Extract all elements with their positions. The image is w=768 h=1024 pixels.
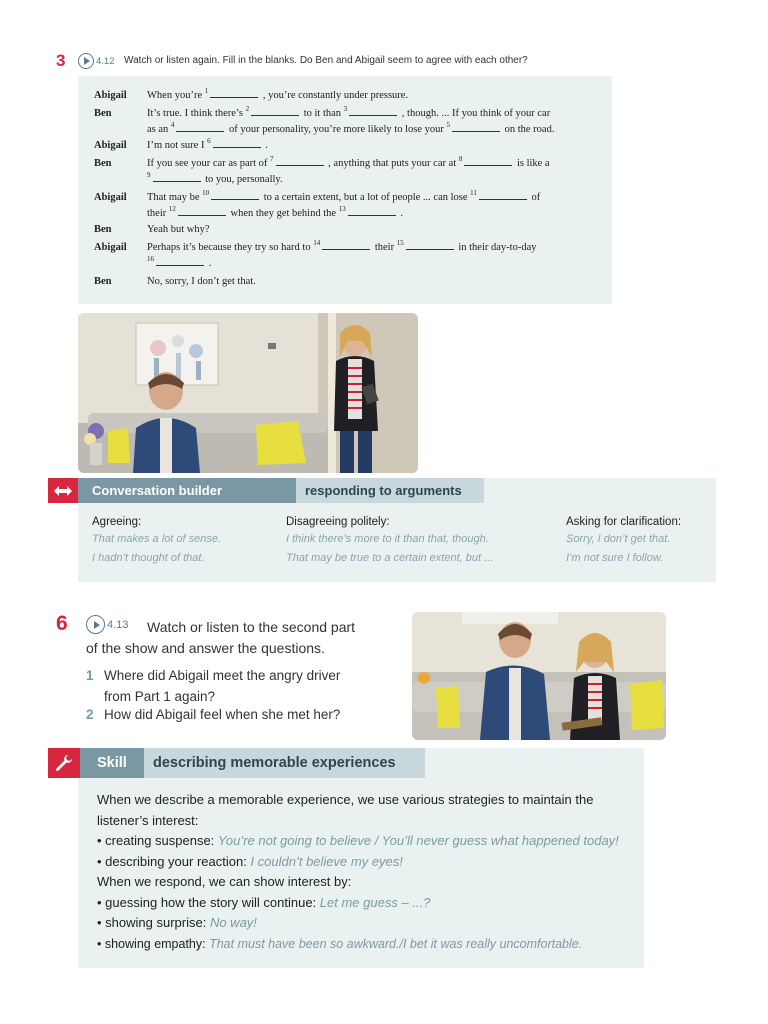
bullet-item: • creating suspense: You’re not going to believe / You’ll never guess what happened today! (97, 833, 619, 848)
dialogue-text (147, 206, 607, 222)
exercise-number: 6 (56, 612, 68, 635)
skill-intro: listener’s interest: (97, 812, 199, 828)
blank-number: 3 (343, 105, 348, 113)
blank-number: 7 (270, 155, 274, 163)
dialogue-text-segment: I’m not sure I (147, 140, 208, 151)
blank-number: 16 (147, 255, 154, 263)
dialogue-text-segment: . (206, 258, 212, 269)
skill-topic-text: describing memorable experiences (153, 755, 396, 771)
dialogue-text (147, 156, 607, 172)
example-phrase: That may be true to a certain extent, but ... (286, 552, 494, 564)
bullet-example: That must have been so awkward./I bet it was really uncomfortable. (209, 936, 583, 951)
conversation-builder-label-text: Conversation builder (92, 483, 223, 498)
column-title: Asking for clarification: (566, 516, 682, 528)
dialogue-text-segment: , anything that puts your car at (325, 158, 459, 169)
question-number: 2 (86, 707, 94, 722)
exercise-6 (56, 612, 406, 732)
dialogue-text (147, 240, 607, 256)
fill-in-blank[interactable] (178, 206, 226, 216)
dialogue-text (147, 172, 607, 188)
blank-number: 9 (147, 171, 151, 179)
dialogue-text-segment: , you’re constantly under pressure. (260, 90, 409, 101)
skill-label-text: Skill (97, 755, 127, 771)
bullet-item: • guessing how the story will continue: Let me guess – ...? (97, 894, 431, 910)
bullet-example: I couldn’t believe my eyes! (250, 853, 403, 869)
speaker-name: Abigail (94, 90, 127, 101)
bullet-example: You’re not going to believe / You’ll never guess what happened today! (217, 833, 619, 848)
blank-number: 1 (204, 87, 209, 95)
instruction-line: of the show and answer the questions. (86, 640, 325, 656)
exercise-number: 3 (56, 51, 66, 70)
fill-in-blank[interactable] (251, 106, 299, 116)
blank-number: 12 (168, 205, 176, 213)
dialogue-text (147, 88, 607, 104)
conversation-builder-panel (48, 478, 716, 582)
dialogue-text-segment: When you’re (147, 90, 205, 101)
exercise-instruction (147, 619, 355, 635)
fill-in-blank[interactable] (406, 240, 454, 250)
dialogue-text (147, 190, 607, 206)
conversation-builder-label (78, 478, 296, 503)
bullet-text: describing your reaction: (105, 853, 251, 869)
bullet-example: No way! (209, 915, 257, 930)
bullet-text: showing surprise: (105, 915, 210, 930)
dialogue-text-segment: . (397, 208, 403, 219)
column-agreeing (92, 516, 282, 568)
skill-body (97, 790, 637, 954)
dialogue-text-segment: to it than (301, 108, 344, 119)
bullet-example: Let me guess – ...? (319, 894, 431, 910)
dialogue-panel (78, 76, 612, 304)
dialogue-text (147, 122, 607, 138)
bullet-text: creating suspense: (105, 833, 218, 848)
example-phrase: I hadn’t thought of that. (92, 552, 205, 564)
example-phrase: I think there’s more to it than that, though. (286, 533, 489, 545)
dialogue-text (147, 222, 607, 238)
video-still-ben-abigail-livingroom (78, 313, 418, 473)
bullet-item: • showing empathy: That must have been so awkward./I bet it was really uncomfortable. (97, 936, 583, 951)
respond-heading: When we respond, we can show interest by: (97, 874, 352, 889)
dialogue-text-segment: of (528, 192, 541, 203)
blank-number: 14 (313, 239, 321, 247)
speaker-name: Abigail (94, 242, 127, 253)
fill-in-blank[interactable] (452, 122, 500, 132)
video-still-ben-abigail-sofa (412, 612, 666, 740)
example-phrase: I’m not sure I follow. (566, 552, 664, 564)
fill-in-blank[interactable] (322, 240, 370, 250)
instruction-line: Watch or listen to the second part (147, 619, 356, 635)
dialogue-text-segment: to you, personally. (202, 174, 283, 185)
speaker-name: Abigail (94, 140, 127, 151)
fill-in-blank[interactable] (276, 156, 324, 166)
fill-in-blank[interactable] (153, 172, 201, 182)
speaker-name: Ben (94, 108, 112, 119)
conversation-builder-topic (296, 478, 484, 503)
dialogue-text (147, 256, 607, 272)
dialogue-text-segment: is like a (514, 158, 550, 169)
column-asking-clarification (566, 516, 716, 568)
example-phrase: Sorry, I don’t get that. (566, 533, 671, 545)
blank-number: 4 (170, 121, 175, 129)
skill-topic (144, 748, 425, 778)
skill-panel (48, 748, 644, 968)
blank-number: 11 (470, 189, 477, 197)
column-title: Disagreeing politely: (286, 516, 390, 528)
question-1 (86, 665, 340, 707)
dialogue-text-segment: Yeah but why? (147, 224, 210, 235)
exercise-instruction: Watch or listen again. Fill in the blanks. Do Ben and Abigail seem to agree with each other? (124, 55, 528, 66)
fill-in-blank[interactable] (211, 190, 259, 200)
play-icon[interactable] (86, 615, 105, 634)
question-2 (86, 707, 340, 722)
question-number: 1 (86, 668, 94, 683)
fill-in-blank[interactable] (213, 138, 261, 148)
dialogue-text (147, 274, 607, 290)
speaker-name: Ben (94, 276, 112, 287)
column-disagreeing-politely (286, 516, 526, 568)
scene-illustration (78, 313, 418, 473)
dialogue-text-segment: in their day-to-day (455, 242, 537, 253)
dialogue-text-segment: their (147, 208, 169, 219)
dialogue-text-segment: . (262, 140, 268, 151)
blank-number: 8 (458, 155, 463, 163)
blank-number: 6 (207, 137, 211, 145)
audio-track-number: 4.12 (96, 55, 115, 67)
column-title: Agreeing: (92, 516, 142, 528)
dialogue-text-segment: If you see your car as part of (147, 158, 271, 169)
question-text: How did Abigail feel when she met her? (104, 707, 341, 722)
dialogue-text-segment: No, sorry, I don’t get that. (147, 276, 256, 287)
arrows-icon (53, 485, 73, 497)
fill-in-blank[interactable] (479, 190, 527, 200)
exercise-instruction (86, 640, 325, 656)
question-text: Where did Abigail meet the angry driver (104, 668, 341, 683)
blank-number: 2 (245, 105, 250, 113)
conversation-builder-topic-text: responding to arguments (305, 483, 462, 498)
question-text: from Part 1 again? (104, 689, 216, 704)
blank-number: 5 (446, 121, 450, 129)
audio-track[interactable] (78, 53, 115, 69)
dialogue-text (147, 106, 607, 122)
dialogue-text-segment: on the road. (501, 124, 555, 135)
dialogue-text-segment: their (372, 242, 397, 253)
dialogue-text-segment: when they get behind the (227, 208, 339, 219)
blank-number: 15 (396, 239, 404, 247)
exercise-3-header (56, 52, 676, 72)
speaker-name: Ben (94, 224, 112, 235)
dialogue-text-segment: as an (147, 124, 171, 135)
skill-icon-box (48, 748, 80, 778)
audio-track[interactable] (86, 615, 128, 634)
conversation-icon-box (48, 478, 78, 503)
bullet-item: • describing your reaction: I couldn’t believe my eyes! (97, 853, 403, 869)
dialogue-text-segment: of your personality, you’re more likely to lose your (226, 124, 447, 135)
wrench-icon (55, 754, 73, 772)
blank-number: 13 (338, 205, 346, 213)
fill-in-blank[interactable] (156, 256, 204, 266)
skill-intro: When we describe a memorable experience, we use various strategies to maintain the (97, 792, 594, 807)
bullet-text: guessing how the story will continue: (105, 894, 320, 910)
dialogue-text-segment: to a certain extent, but a lot of people ... can lose (261, 192, 471, 203)
dialogue-text-segment: , though. ... If you think of your car (399, 108, 551, 119)
dialogue-text (147, 138, 607, 154)
audio-track-number: 4.13 (107, 618, 129, 631)
dialogue-text-segment: That may be (147, 192, 203, 203)
skill-label (80, 748, 144, 778)
bullet-text: showing empathy: (104, 936, 210, 951)
fill-in-blank[interactable] (210, 88, 258, 98)
example-phrase: That makes a lot of sense. (92, 533, 222, 545)
fill-in-blank[interactable] (176, 122, 224, 132)
dialogue-text-segment: Perhaps it’s because they try so hard to (147, 242, 314, 253)
dialogue-text-segment: It’s true. I think there’s (147, 108, 246, 119)
fill-in-blank[interactable] (348, 206, 396, 216)
fill-in-blank[interactable] (349, 106, 397, 116)
blank-number: 10 (202, 189, 210, 197)
play-icon[interactable] (78, 53, 94, 69)
speaker-name: Ben (94, 158, 112, 169)
speaker-name: Abigail (94, 192, 127, 203)
scene-illustration (412, 612, 666, 740)
bullet-item: • showing surprise: No way! (97, 915, 257, 930)
fill-in-blank[interactable] (464, 156, 512, 166)
